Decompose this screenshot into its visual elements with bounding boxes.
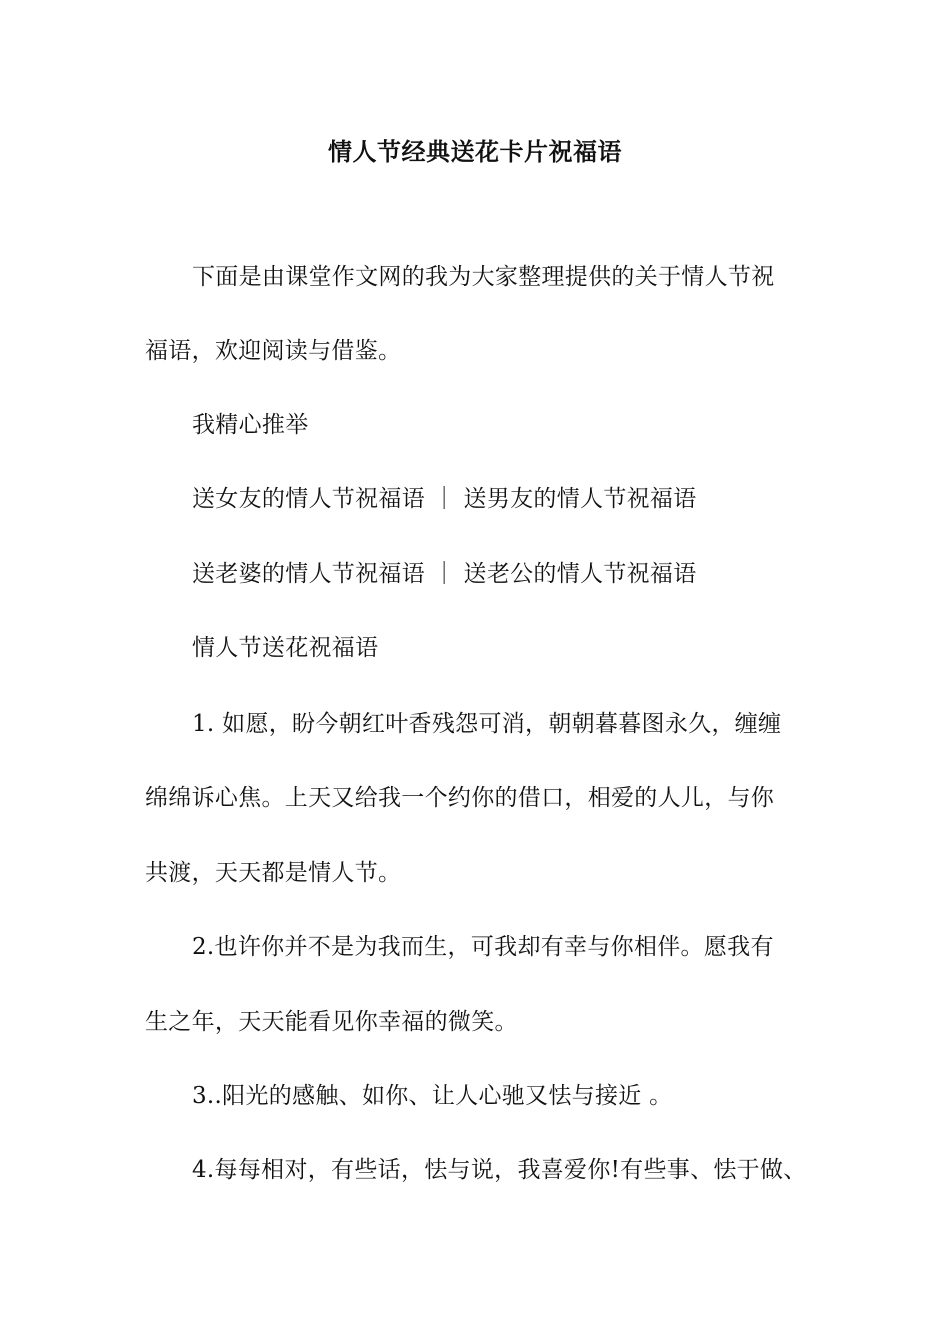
paragraph-line: 3..阳光的感触、如你、让人心驰又怯与接近 。 <box>192 1083 673 1109</box>
paragraph-line: 绵绵诉心焦。上天又给我一个约你的借口，相爱的人儿，与你 <box>145 785 775 811</box>
paragraph-line: 共渡，天天都是情人节。 <box>145 860 402 886</box>
paragraph-line: 我精心推举 <box>192 412 309 438</box>
link-line: 送老婆的情人节祝福语 ｜ 送老公的情人节祝福语 <box>192 561 697 587</box>
paragraph-line: 2.也许你并不是为我而生，可我却有幸与你相伴。愿我有 <box>192 934 774 960</box>
link-line: 送女友的情人节祝福语 ｜ 送男友的情人节祝福语 <box>192 486 697 512</box>
paragraph-line: 生之年，天天能看见你幸福的微笑。 <box>145 1009 518 1035</box>
paragraph-line: 福语，欢迎阅读与借鉴。 <box>145 338 402 364</box>
paragraph-line: 下面是由课堂作文网的我为大家整理提供的关于情人节祝 <box>192 264 775 290</box>
paragraph-line: 1. 如愿，盼今朝红叶香残怨可消，朝朝暮暮图永久，缠缠 <box>192 711 782 737</box>
page-title: 情人节经典送花卡片祝福语 <box>328 137 622 166</box>
section-heading: 情人节送花祝福语 <box>192 635 379 661</box>
paragraph-line: 4.每每相对，有些话，怯与说，我喜爱你!有些事、怯于做、 <box>192 1157 807 1183</box>
